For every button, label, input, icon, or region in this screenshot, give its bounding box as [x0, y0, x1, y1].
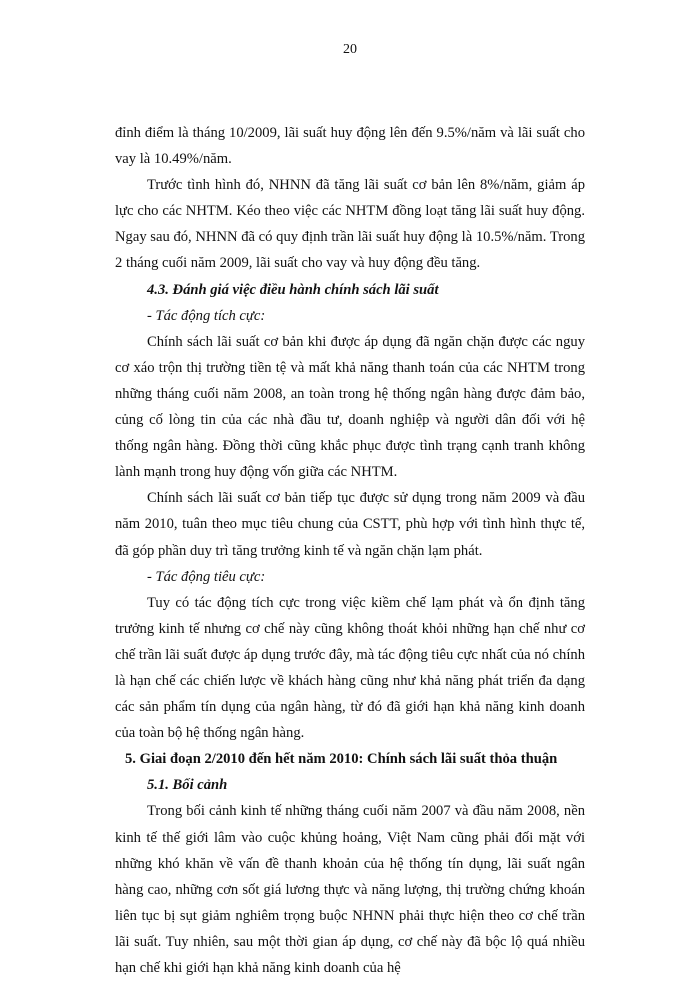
paragraph-positive-2: Chính sách lãi suất cơ bản tiếp tục được sử dụng trong năm 2009 và đầu năm 2010, tuân theo mục tiêu chung của CSTT, phù hợp với tình hình thực tế, đã góp phần duy trì tăng trưởng kinh tế và ngăn chặn lạm phát.: [115, 490, 585, 559]
paragraph-context: Trong bối cảnh kinh tế những tháng cuối năm 2007 và đầu năm 2008, nền kinh tế thế giới lâm vào cuộc khủng hoảng, Việt Nam cũng phải đối mặt với những khó khăn về vấn đề thanh khoản của hệ thống tín dụng, lãi suất ngân hàng cao, những cơn sốt giá lương thực và năng lượng, thị trường chứng khoán liên tục bị sụt giảm nghiêm trọng buộc NHNN phải thực hiện theo cơ chế trần lãi suất. Tuy nhiên, sau một thời gian áp dụng, cơ chế này đã bộc lộ quá nhiều hạn chế khi giới hạn khả năng kinh doanh của hệ: [115, 803, 585, 976]
page-number: 20: [343, 42, 357, 57]
section-heading-5-1: 5.1. Bối cảnh: [147, 777, 228, 794]
subheading-positive-impact: - Tác động tích cực:: [147, 307, 266, 324]
document-body: [115, 120, 585, 981]
paragraph-rate-increase: Trước tình hình đó, NHNN đã tăng lãi suất cơ bản lên 8%/năm, giảm áp lực cho các NHTM. Kéo theo việc các NHTM đồng loạt tăng lãi suất huy động. Ngay sau đó, NHNN đã có quy định trần lãi suất huy động là 10.5%/năm. Trong 2 tháng cuối năm 2009, lãi suất cho vay và huy động đều tăng.: [115, 177, 585, 272]
paragraph-continuation: đỉnh điểm là tháng 10/2009, lãi suất huy động lên đến 9.5%/năm và lãi suất cho vay là 10.49%/năm.: [115, 125, 585, 168]
section-heading-4-3: 4.3. Đánh giá việc điều hành chính sách lãi suất: [147, 281, 439, 298]
paragraph-negative: Tuy có tác động tích cực trong việc kiềm chế lạm phát và ổn định tăng trưởng kinh tế nhưng cơ chế này cũng không thoát khỏi những hạn chế như cơ chế trần lãi suất được áp dụng trước đây, mà tác động tiêu cực nhất của nó chính là hạn chế các chiến lược về khách hàng cũng như khả năng phát triển đa dạng các sản phẩm tín dụng của ngân hàng, từ đó đã giới hạn khả năng kinh doanh của toàn bộ hệ thống ngân hàng.: [115, 594, 585, 742]
subheading-negative-impact: - Tác động tiêu cực:: [147, 568, 266, 585]
paragraph-positive-1: Chính sách lãi suất cơ bản khi được áp dụng đã ngăn chặn được các nguy cơ xáo trộn thị trường tiền tệ và mất khả năng thanh toán của các NHTM trong những tháng cuối năm 2008, an toàn trong hệ thống ngân hàng được đảm bảo, củng cố lòng tin của các nhà đầu tư, doanh nghiệp và người dân đối với hệ thống ngân hàng. Đồng thời cũng khắc phục được tình trạng cạnh tranh không lành mạnh trong huy động vốn giữa các NHTM.: [115, 333, 585, 481]
section-heading-5: 5. Giai đoạn 2/2010 đến hết năm 2010: Chính sách lãi suất thỏa thuận: [125, 751, 558, 768]
